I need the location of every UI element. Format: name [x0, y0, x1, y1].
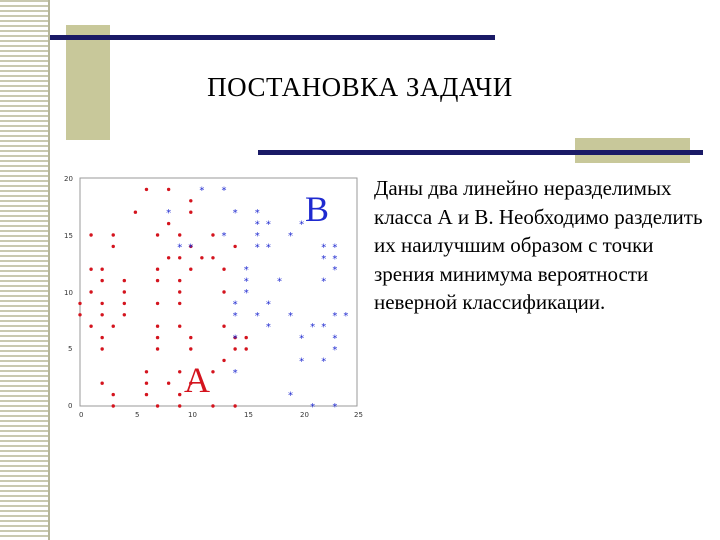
x-tick-label: 25: [354, 411, 363, 419]
y-tick-label: 0: [68, 402, 73, 410]
class-a-point: [145, 393, 148, 396]
class-a-point: [112, 325, 115, 328]
class-a-point: [123, 313, 126, 316]
class-a-point: [233, 245, 236, 248]
class-b-point: *: [299, 219, 305, 231]
class-a-point: [100, 302, 103, 305]
class-b-point: *: [232, 367, 238, 379]
y-tick-label: 20: [64, 175, 73, 183]
class-b-point: *: [254, 310, 260, 322]
class-b-point: *: [243, 265, 249, 277]
class-a-point: [89, 325, 92, 328]
class-b-point: *: [310, 402, 316, 413]
class-b-point: *: [254, 231, 260, 242]
class-b-point: *: [321, 253, 327, 265]
class-a-point: [156, 325, 159, 328]
class-b-point: *: [288, 390, 294, 402]
class-a-point: [145, 382, 148, 385]
class-b-point: *: [321, 242, 327, 254]
class-a-point: [245, 347, 248, 350]
class-a-point: [156, 233, 159, 236]
class-b-point: *: [332, 345, 338, 356]
class-a-point: [156, 268, 159, 271]
stripes-edge: [48, 0, 50, 540]
class-b-point: *: [254, 208, 260, 220]
class-a-point: [89, 268, 92, 271]
class-b-point: *: [288, 310, 294, 322]
class-a-point: [145, 370, 148, 373]
class-b-point: *: [221, 231, 227, 242]
class-b-point: *: [221, 185, 227, 197]
class-a-point: [112, 404, 115, 407]
title-bar-bottom: [258, 150, 703, 155]
class-a-point: [222, 290, 225, 293]
class-a-point: [100, 347, 103, 350]
y-tick-label: 5: [68, 345, 73, 353]
class-b-point: *: [321, 322, 327, 334]
slide-body-text: Даны два линейно неразделимых класса А и В. Необходимо разделить их наилучшим образом с точки зрения минимума вероятности неверной классификации.: [374, 176, 703, 315]
class-a-point: [78, 302, 81, 305]
class-b-point: *: [310, 322, 316, 334]
class-a-point: [167, 188, 170, 191]
class-a-point: [123, 302, 126, 305]
class-a-point: [189, 211, 192, 214]
class-b-point: *: [332, 242, 338, 254]
class-b-label: B: [305, 189, 330, 229]
class-a-point: [211, 370, 214, 373]
class-b-point: *: [232, 310, 238, 322]
class-a-label: A: [184, 360, 210, 400]
class-a-point: [189, 199, 192, 202]
decorative-stripes: [0, 0, 50, 540]
scatter-chart: [62, 168, 362, 418]
x-tick-label: 10: [188, 411, 197, 419]
class-a-point: [178, 256, 181, 259]
slide-title: ПОСТАНОВКА ЗАДАЧИ: [207, 72, 513, 102]
class-a-point: [123, 279, 126, 282]
class-a-point: [178, 290, 181, 293]
class-a-point: [89, 290, 92, 293]
y-ticks: [64, 175, 73, 410]
class-a-point: [100, 268, 103, 271]
class-a-point: [211, 233, 214, 236]
class-b-point: *: [332, 310, 338, 322]
class-a-point: [100, 279, 103, 282]
class-a-point: [167, 382, 170, 385]
class-a-point: [78, 313, 81, 316]
class-a-point: [100, 336, 103, 339]
class-a-point: [112, 245, 115, 248]
class-a-point: [156, 404, 159, 407]
class-a-point: [156, 336, 159, 339]
class-a-point: [167, 222, 170, 225]
class-b-point: *: [321, 356, 327, 368]
class-b-point: *: [188, 242, 194, 254]
class-b-point: *: [332, 402, 338, 413]
class-a-point: [112, 393, 115, 396]
class-a-point: [211, 404, 214, 407]
class-a-point: [145, 188, 148, 191]
class-b-point: *: [265, 299, 271, 311]
class-a-point: [211, 256, 214, 259]
class-a-point: [89, 233, 92, 236]
class-a-point: [123, 290, 126, 293]
class-a-point: [156, 279, 159, 282]
class-b-point: *: [232, 333, 238, 345]
class-a-point: [233, 404, 236, 407]
class-a-point: [200, 256, 203, 259]
class-b-point: *: [254, 242, 260, 254]
class-b-point: *: [321, 276, 327, 288]
class-a-point: [100, 313, 103, 316]
class-a-point: [100, 382, 103, 385]
class-b-point: *: [199, 185, 205, 197]
class-a-point: [167, 256, 170, 259]
class-b-point: *: [265, 322, 271, 334]
class-b-point: *: [243, 276, 249, 288]
class-b-point: *: [332, 265, 338, 277]
class-a-point: [178, 279, 181, 282]
y-tick-label: 15: [64, 232, 73, 240]
class-a-point: [222, 325, 225, 328]
x-tick-label: 5: [135, 411, 140, 419]
class-a-point: [134, 211, 137, 214]
class-a-point: [178, 370, 181, 373]
class-b-point: *: [343, 310, 349, 322]
class-a-point: [178, 233, 181, 236]
class-b-point: *: [177, 242, 183, 254]
class-b-point: *: [265, 219, 271, 231]
class-a-point: [189, 336, 192, 339]
class-b-point: *: [299, 333, 305, 345]
class-a-point: [222, 359, 225, 362]
class-a-point: [112, 233, 115, 236]
class-b-point: *: [166, 208, 172, 220]
class-b-point: *: [243, 288, 249, 299]
class-b-point: *: [299, 356, 305, 368]
x-tick-label: 15: [244, 411, 253, 419]
title-bar-top: [50, 35, 495, 40]
y-tick-label: 10: [64, 289, 73, 297]
x-tick-label: 0: [79, 411, 84, 419]
class-b-point: *: [232, 208, 238, 220]
class-a-point: [178, 404, 181, 407]
class-a-point: [233, 347, 236, 350]
class-a-point: [156, 347, 159, 350]
class-a-point: [245, 336, 248, 339]
x-tick-label: 20: [300, 411, 309, 419]
class-b-point: *: [332, 333, 338, 345]
class-b-point: *: [254, 219, 260, 231]
class-b-point: *: [232, 299, 238, 311]
class-b-point: *: [332, 253, 338, 265]
class-a-point: [178, 393, 181, 396]
class-a-point: [222, 268, 225, 271]
class-a-point: [178, 325, 181, 328]
class-b-point: *: [276, 276, 282, 288]
class-a-point: [189, 347, 192, 350]
class-a-point: [178, 302, 181, 305]
class-a-point: [156, 302, 159, 305]
x-ticks: [79, 411, 363, 419]
class-b-point: *: [288, 231, 294, 242]
class-b-point: *: [265, 242, 271, 254]
class-a-point: [189, 268, 192, 271]
